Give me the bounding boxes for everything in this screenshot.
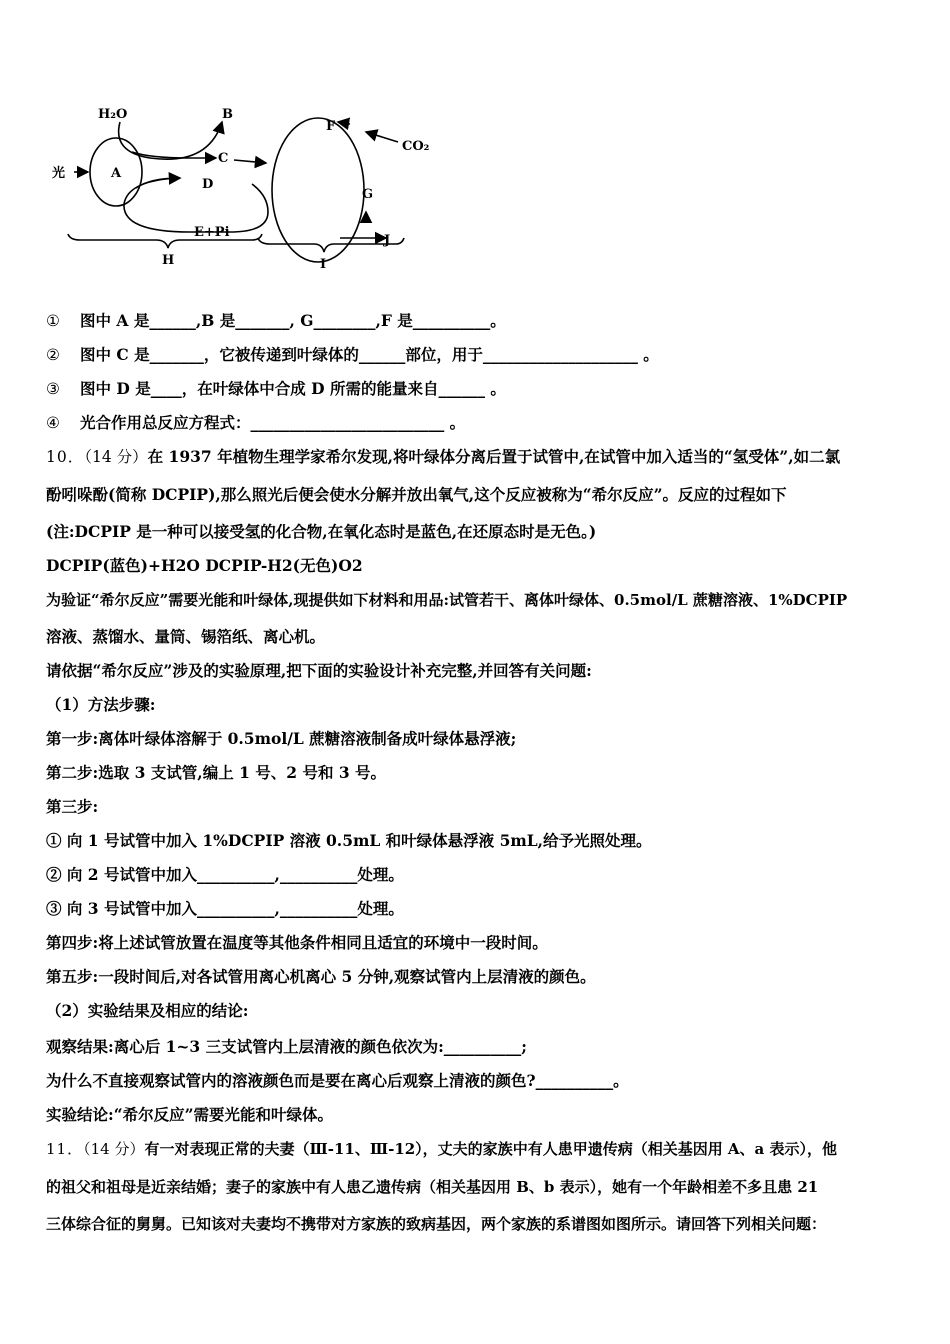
q10-line-6: 溶液、蒸馏水、量筒、锡箔纸、离心机。 xyxy=(46,627,326,646)
q10-line-9: 第一步:离体叶绿体溶解于 0.5mol/L 蔗糖溶液制备成叶绿体悬浮液; xyxy=(46,729,517,748)
item-mark: ③ xyxy=(46,380,60,398)
q11-line-1 xyxy=(46,1139,837,1159)
label-h2o: H₂O xyxy=(98,107,128,122)
label-co2: CO₂ xyxy=(402,139,430,154)
q9-item-1 xyxy=(46,311,506,331)
q10-line-12: ① 向 1 号试管中加入 1%DCPIP 溶液 0.5mL 和叶绿体悬浮液 5mL,给予光照处理。 xyxy=(46,831,652,850)
question-score: （14 分） xyxy=(84,448,148,466)
q10-line-17: （2）实验结果及相应的结论: xyxy=(46,1001,249,1020)
item-text: 光合作用总反应方程式：_________________________ 。 xyxy=(80,413,466,432)
item-mark: ① xyxy=(46,312,60,330)
q10-line-13: ② 向 2 号试管中加入__________,__________处理。 xyxy=(46,865,404,884)
q10-line-1 xyxy=(46,447,840,467)
q10-line-10: 第二步:选取 3 支试管,编上 1 号、2 号和 3 号。 xyxy=(46,763,387,782)
item-text: 图中 D 是____，在叶绿体中合成 D 所需的能量来自______ 。 xyxy=(80,379,506,398)
item-mark: ② xyxy=(46,346,60,364)
e-pi-d-cycle xyxy=(124,178,268,232)
label-i: I xyxy=(320,257,327,272)
q9-item-2 xyxy=(46,345,659,365)
label-f: F xyxy=(326,119,336,134)
q10-line-7: 请依据“希尔反应”涉及的实验原理,把下面的实验设计补充完整,并回答有关问题: xyxy=(46,661,592,680)
question-score: （14 分） xyxy=(83,1140,145,1158)
q10-line-15: 第四步:将上述试管放置在温度等其他条件相同且适宜的环境中一段时间。 xyxy=(46,933,548,952)
q10-line-19: 为什么不直接观察试管内的溶液颜色而是要在离心后观察上清液的颜色?__________。 xyxy=(46,1071,629,1090)
q10-line-8: （1）方法步骤: xyxy=(46,695,156,714)
label-e-pi: E+Pi xyxy=(194,225,230,240)
q11-line-3: 三体综合征的舅舅。已知该对夫妻均不携带对方家族的致病基因，两个家族的系谱图如图所示。请回答下列相关问题： xyxy=(46,1215,827,1233)
calvin-cycle xyxy=(272,118,364,262)
q9-item-4 xyxy=(46,413,465,433)
photosynthesis-diagram xyxy=(40,100,460,280)
item-text: 图中 C 是_______，它被传递到叶绿体的______部位，用于____________________ 。 xyxy=(80,345,659,364)
q9-item-3 xyxy=(46,379,506,399)
label-b: B xyxy=(222,107,233,122)
label-h: H xyxy=(162,253,175,268)
h2o-to-b-arrow xyxy=(119,122,222,159)
q10-line-18: 观察结果:离心后 1~3 三支试管内上层清液的颜色依次为:__________; xyxy=(46,1037,528,1056)
label-c: C xyxy=(218,151,229,166)
q10-line-20: 实验结论:“希尔反应”需要光能和叶绿体。 xyxy=(46,1105,334,1124)
co2-arrow xyxy=(366,132,398,142)
c-to-cycle-arrow xyxy=(234,160,266,163)
label-light: 光 xyxy=(52,166,66,181)
q10-line-16: 第五步:一段时间后,对各试管用离心机离心 5 分钟,观察试管内上层清液的颜色。 xyxy=(46,967,596,986)
q10-line-2: 酚吲哚酚(简称 DCPIP),那么照光后便会使水分解并放出氧气,这个反应被称为“希尔反应”。反应的过程如下 xyxy=(46,485,787,504)
item-mark: ④ xyxy=(46,414,60,432)
d-curve xyxy=(136,178,180,188)
line-text: 在 1937 年植物生理学家希尔发现,将叶绿体分离后置于试管中,在试管中加入适当的“氢受体”,如二氯 xyxy=(147,447,841,466)
label-j: J xyxy=(384,233,391,248)
h-brace xyxy=(68,234,262,248)
item-text: 图中 A 是______,B 是_______, G________,F 是__________。 xyxy=(80,311,506,330)
f-arrow xyxy=(338,122,350,124)
q10-line-5: 为验证“希尔反应”需要光能和叶绿体,现提供如下材料和用品:试管若干、离体叶绿体、0.5mol/L 蔗糖溶液、1%DCPIP xyxy=(46,591,848,609)
line-text: 有一对表现正常的夫妻（Ⅲ-11、Ⅲ-12），丈夫的家族中有人患甲遗传病（相关基因用 A、a 表示），他 xyxy=(144,1140,837,1158)
i-brace xyxy=(258,238,404,252)
q10-line-4: DCPIP(蓝色)+H2O DCPIP-H2(无色)O2 xyxy=(46,556,363,575)
question-number: 10． xyxy=(46,448,85,466)
question-number: 11． xyxy=(46,1140,84,1158)
q10-line-14: ③ 向 3 号试管中加入__________,__________处理。 xyxy=(46,899,404,918)
label-a: A xyxy=(111,166,122,181)
q10-line-11: 第三步: xyxy=(46,797,99,816)
label-d: D xyxy=(202,177,214,192)
label-g: G xyxy=(362,187,374,202)
q10-line-3: (注:DCPIP 是一种可以接受氢的化合物,在氧化态时是蓝色,在还原态时是无色。) xyxy=(46,522,597,541)
q11-line-2: 的祖父和祖母是近亲结婚；妻子的家族中有人患乙遗传病（相关基因用 B、b 表示），她有一个年龄相差不多且患 21 xyxy=(46,1178,819,1196)
